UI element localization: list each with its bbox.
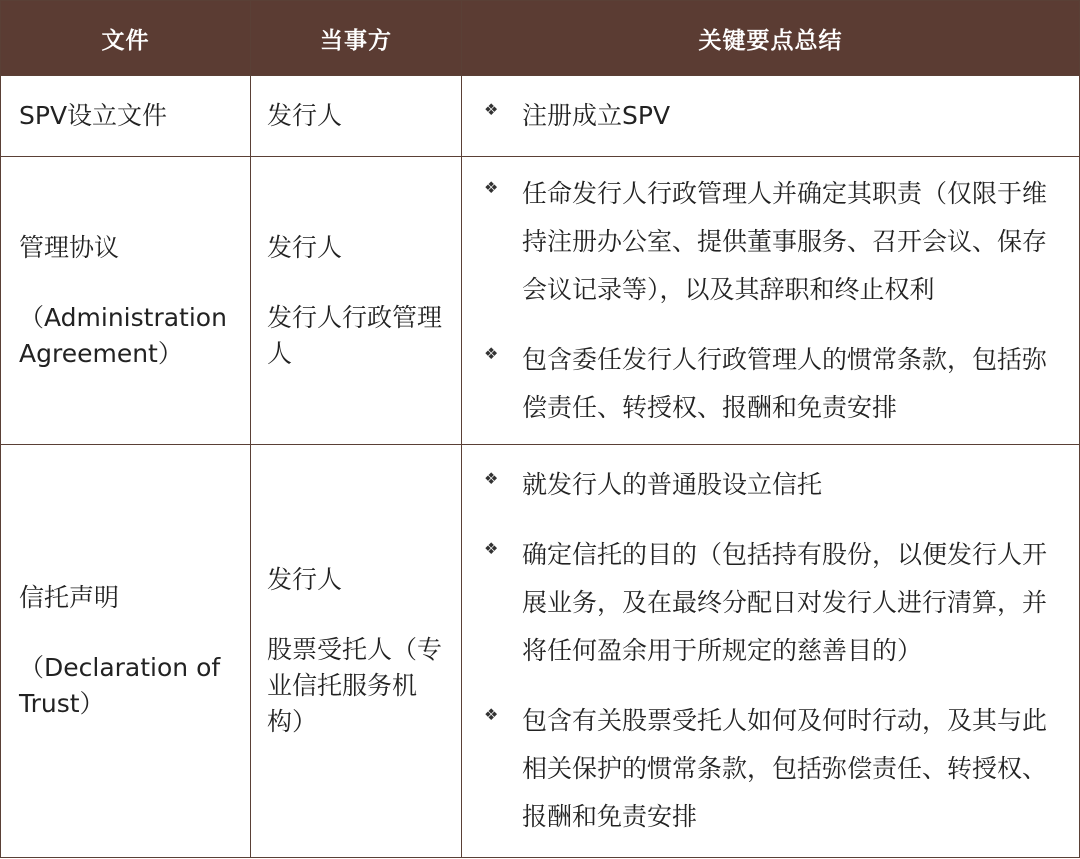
summary-point: 确定信托的目的（包括持有股份，以便发行人开展业务，及在最终分配日对发行人进行清算，并将任何盈余用于所规定的慈善目的）: [522, 540, 1048, 665]
list-item: [484, 92, 1069, 140]
table-row: [1, 76, 1080, 157]
document-cell: [1, 157, 251, 445]
parties-cell: [251, 76, 462, 157]
summary-point: 任命发行人行政管理人并确定其职责（仅限于维持注册办公室、提供董事服务、召开会议、保存会议记录等），以及其辞职和终止权利: [522, 178, 1048, 304]
summary-point: 包含有关股票受托人如何及何时行动，及其与此相关保护的惯常条款，包括弥偿责任、转授权、报酬和免责安排: [522, 706, 1048, 831]
party-name: 发行人: [267, 101, 343, 130]
document-name: 管理协议: [19, 232, 120, 262]
header-document: 文件: [1, 1, 251, 76]
summary-cell: [462, 157, 1080, 445]
header-parties: 当事方: [251, 1, 462, 76]
diamond-bullet-icon: ❖: [484, 539, 499, 558]
document-english-name: （Declaration of Trust）: [19, 653, 221, 718]
diamond-bullet-icon: ❖: [484, 469, 499, 488]
document-name: 信托声明: [19, 583, 120, 612]
list-item: [484, 461, 1069, 509]
document-cell: [1, 445, 251, 858]
parties-cell: [251, 445, 462, 858]
header-key-points: 关键要点总结: [462, 1, 1080, 76]
summary-cell: [462, 76, 1080, 157]
party-name: 发行人: [267, 565, 343, 594]
parties-cell: [251, 157, 462, 445]
diamond-bullet-icon: ❖: [484, 343, 499, 363]
list-item: [484, 170, 1069, 314]
table-header-row: [1, 1, 1080, 76]
diamond-bullet-icon: ❖: [484, 100, 499, 119]
party-name: 发行人: [267, 232, 343, 262]
table-row: [1, 445, 1080, 858]
summary-point: 注册成立SPV: [522, 101, 671, 130]
party-name: 股票受托人（专业信托服务机构）: [267, 635, 443, 736]
table-row: [1, 157, 1080, 445]
list-item: [484, 697, 1069, 841]
list-item: [484, 531, 1069, 675]
diamond-bullet-icon: ❖: [484, 177, 499, 197]
document-cell: [1, 76, 251, 157]
document-english-name: （Administration Agreement）: [19, 302, 227, 368]
summary-cell: [462, 445, 1080, 858]
summary-point: 包含委任发行人行政管理人的惯常条款，包括弥偿责任、转授权、报酬和免责安排: [522, 344, 1048, 422]
diamond-bullet-icon: ❖: [484, 705, 499, 724]
summary-point: 就发行人的普通股设立信托: [522, 470, 823, 499]
list-item: [484, 336, 1069, 432]
party-name: 发行人行政管理人: [267, 302, 443, 368]
document-name: SPV设立文件: [19, 101, 168, 130]
